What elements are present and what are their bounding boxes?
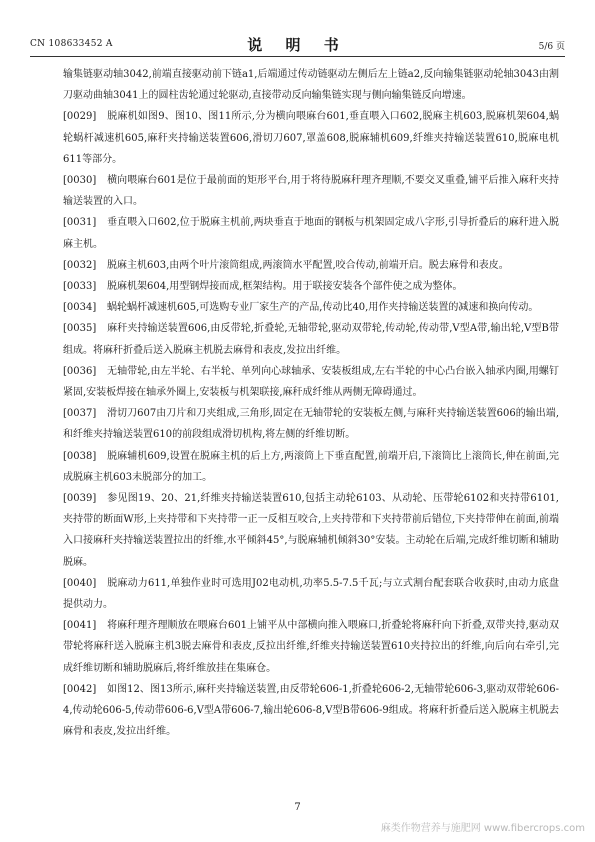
paragraph-number: [0040] bbox=[63, 577, 97, 589]
paragraph bbox=[63, 615, 559, 679]
paragraph-text: 滑切刀607由刀片和刀夹组成,三角形,固定在无轴带轮的安装板左侧,与麻秆夹持输送装置606的输出端,和纤维夹持输送装置610的前段组成滑切机构,将左侧的纤维切断。 bbox=[63, 408, 559, 441]
page-number: 7 bbox=[294, 802, 301, 813]
watermark: 麻类作物营养与施肥网 www.fibercrops.com bbox=[380, 823, 585, 834]
page-header bbox=[30, 34, 565, 57]
paragraph bbox=[63, 276, 559, 297]
paragraph bbox=[63, 446, 559, 488]
paragraph bbox=[63, 297, 559, 318]
paragraph-text: 横向喂麻台601是位于最前面的矩形平台,用于将待脱麻秆理齐理顺,不要交叉重叠,铺平后推入麻秆夹持输送装置的入口。 bbox=[63, 175, 559, 208]
paragraph-text: 垂直喂入口602,位于脱麻主机前,两块垂直于地面的钢板与机架固定成八字形,引导折叠后的麻秆进入脱麻主机。 bbox=[63, 217, 559, 250]
document-title: 说 明 书 bbox=[247, 36, 348, 54]
document-body bbox=[63, 64, 559, 743]
paragraph-number: [0038] bbox=[63, 450, 97, 462]
paragraph-text: 脱麻动力611,单独作业时可选用J02电动机,功率5.5-7.5千瓦;与立式割台配套联合收获时,由动力底盘提供动力。 bbox=[63, 577, 559, 611]
paragraph-text: 脱麻机如图9、图10、图11所示,分为横向喂麻台601,垂直喂入口602,脱麻主机603,脱麻机架604,蜗轮蜗杆减速机605,麻秆夹持输送装置606,滑切刀607,罩盖608,脱麻辅机609,纤维夹持输送装置610,脱麻电机611等部分。 bbox=[63, 111, 559, 165]
paragraph-text: 参见图19、20、21,纤维夹持输送装置610,包括主动轮6103、从动轮、压带轮6102和夹持带6101,夹持带的断面W形,上夹持带和下夹持带一正一反相互咬合,上夹持带和下夹持带前后错位,下夹持带伸在前面,前端入口接麻秆夹持输送装置拉出的纤维,水平倾斜45°,与脱麻辅机倾斜30°安装。主动轮在后端,完成纤维切断和辅助脱麻。 bbox=[63, 493, 559, 568]
paragraph-text: 无轴带轮,由左半轮、右半轮、单列向心球轴承、安装板组成,左右半轮的中心凸台嵌入轴承内圈,用螺钉紧固,安装板焊接在轴承外圈上,安装板与机架联接,麻秆成纤维从两侧无障碍通过。 bbox=[63, 365, 559, 399]
paragraph-number: [0030] bbox=[63, 175, 97, 187]
paragraph-text: 脱麻辅机609,设置在脱麻主机的后上方,两滚筒上下垂直配置,前端开启,下滚筒比上滚筒长,伸在前面,完成脱麻主机603未脱部分的加工。 bbox=[63, 450, 559, 483]
paragraph-number: [0032] bbox=[63, 259, 97, 271]
paragraph bbox=[63, 170, 559, 212]
paragraph-number: [0035] bbox=[63, 323, 97, 335]
paragraph-number: [0036] bbox=[63, 365, 97, 377]
paragraph-number: [0037] bbox=[63, 408, 97, 420]
paragraph-number: [0033] bbox=[63, 281, 97, 293]
paragraph-text: 将麻秆理齐理顺放在喂麻台601上铺平从中部横向推入喂麻口,折叠轮将麻秆向下折叠,双带夹持,驱动双带轮将麻秆送入脱麻主机3脱去麻骨和表皮,反拉出纤维,纤维夹持输送装置610夹持拉出的纤维,向后向右牵引,完成纤维切断和辅助脱麻后,将纤维放挂在集麻仓。 bbox=[63, 620, 559, 674]
paragraph-text: 蜗轮蜗杆减速机605,可选购专业厂家生产的产品,传动比40,用作夹持输送装置的减速和换向传动。 bbox=[107, 302, 539, 314]
paragraph-text: 脱麻机架604,用型钢焊接而成,框架结构。用于联接安装各个部件使之成为整体。 bbox=[107, 281, 463, 293]
paragraph bbox=[63, 679, 559, 743]
paragraph bbox=[63, 318, 559, 360]
paragraph-text: 如图12、图13所示,麻秆夹持输送装置,由反带轮606-1,折叠轮606-2,无轴带轮606-3,驱动双带轮606-4,传动轮606-5,传动带606-6,V型A带606-7,输出轮606-8,V型B带606-9组成。将麻秆折叠后送入脱麻主机脱去麻骨和表皮,发拉出纤维。 bbox=[63, 683, 559, 738]
paragraph bbox=[63, 212, 559, 254]
paragraph-text: 脱麻主机603,由两个叶片滚筒组成,两滚筒水平配置,咬合传动,前端开启。脱去麻骨和表皮。 bbox=[107, 259, 509, 271]
paragraph bbox=[63, 488, 559, 573]
paragraph bbox=[63, 255, 559, 276]
paragraph-text: 麻秆夹持输送装置606,由反带轮,折叠轮,无轴带轮,驱动双带轮,传动轮,传动带,V型A带,输出轮,V型B带组成。将麻秆折叠后送入脱麻主机脱去麻骨和表皮,发拉出纤维。 bbox=[63, 323, 559, 356]
paragraph bbox=[63, 403, 559, 445]
paragraph-number: [0041] bbox=[63, 620, 97, 632]
paragraph bbox=[63, 361, 559, 403]
paragraph-number: [0042] bbox=[63, 683, 97, 695]
paragraph bbox=[63, 573, 559, 615]
paragraph-number: [0034] bbox=[63, 302, 97, 314]
paragraph-number: [0039] bbox=[63, 493, 97, 505]
continuation-paragraph: 输集链驱动轴3042,前端直接驱动前下链a1,后端通过传动链驱动左侧后左上链a2,反向输集链驱动轮轴3043由割刀驱动曲轴3041上的圆柱齿轮通过轮驱动,直接带动反向输集链实现与侧向输集链反向增速。 bbox=[63, 69, 559, 102]
paragraph-number: [0031] bbox=[63, 217, 97, 229]
page-info: 5/6 页 bbox=[538, 42, 565, 52]
paragraph bbox=[63, 106, 559, 170]
document-number: CN 108633452 A bbox=[30, 39, 113, 49]
paragraph-number: [0029] bbox=[63, 111, 97, 123]
